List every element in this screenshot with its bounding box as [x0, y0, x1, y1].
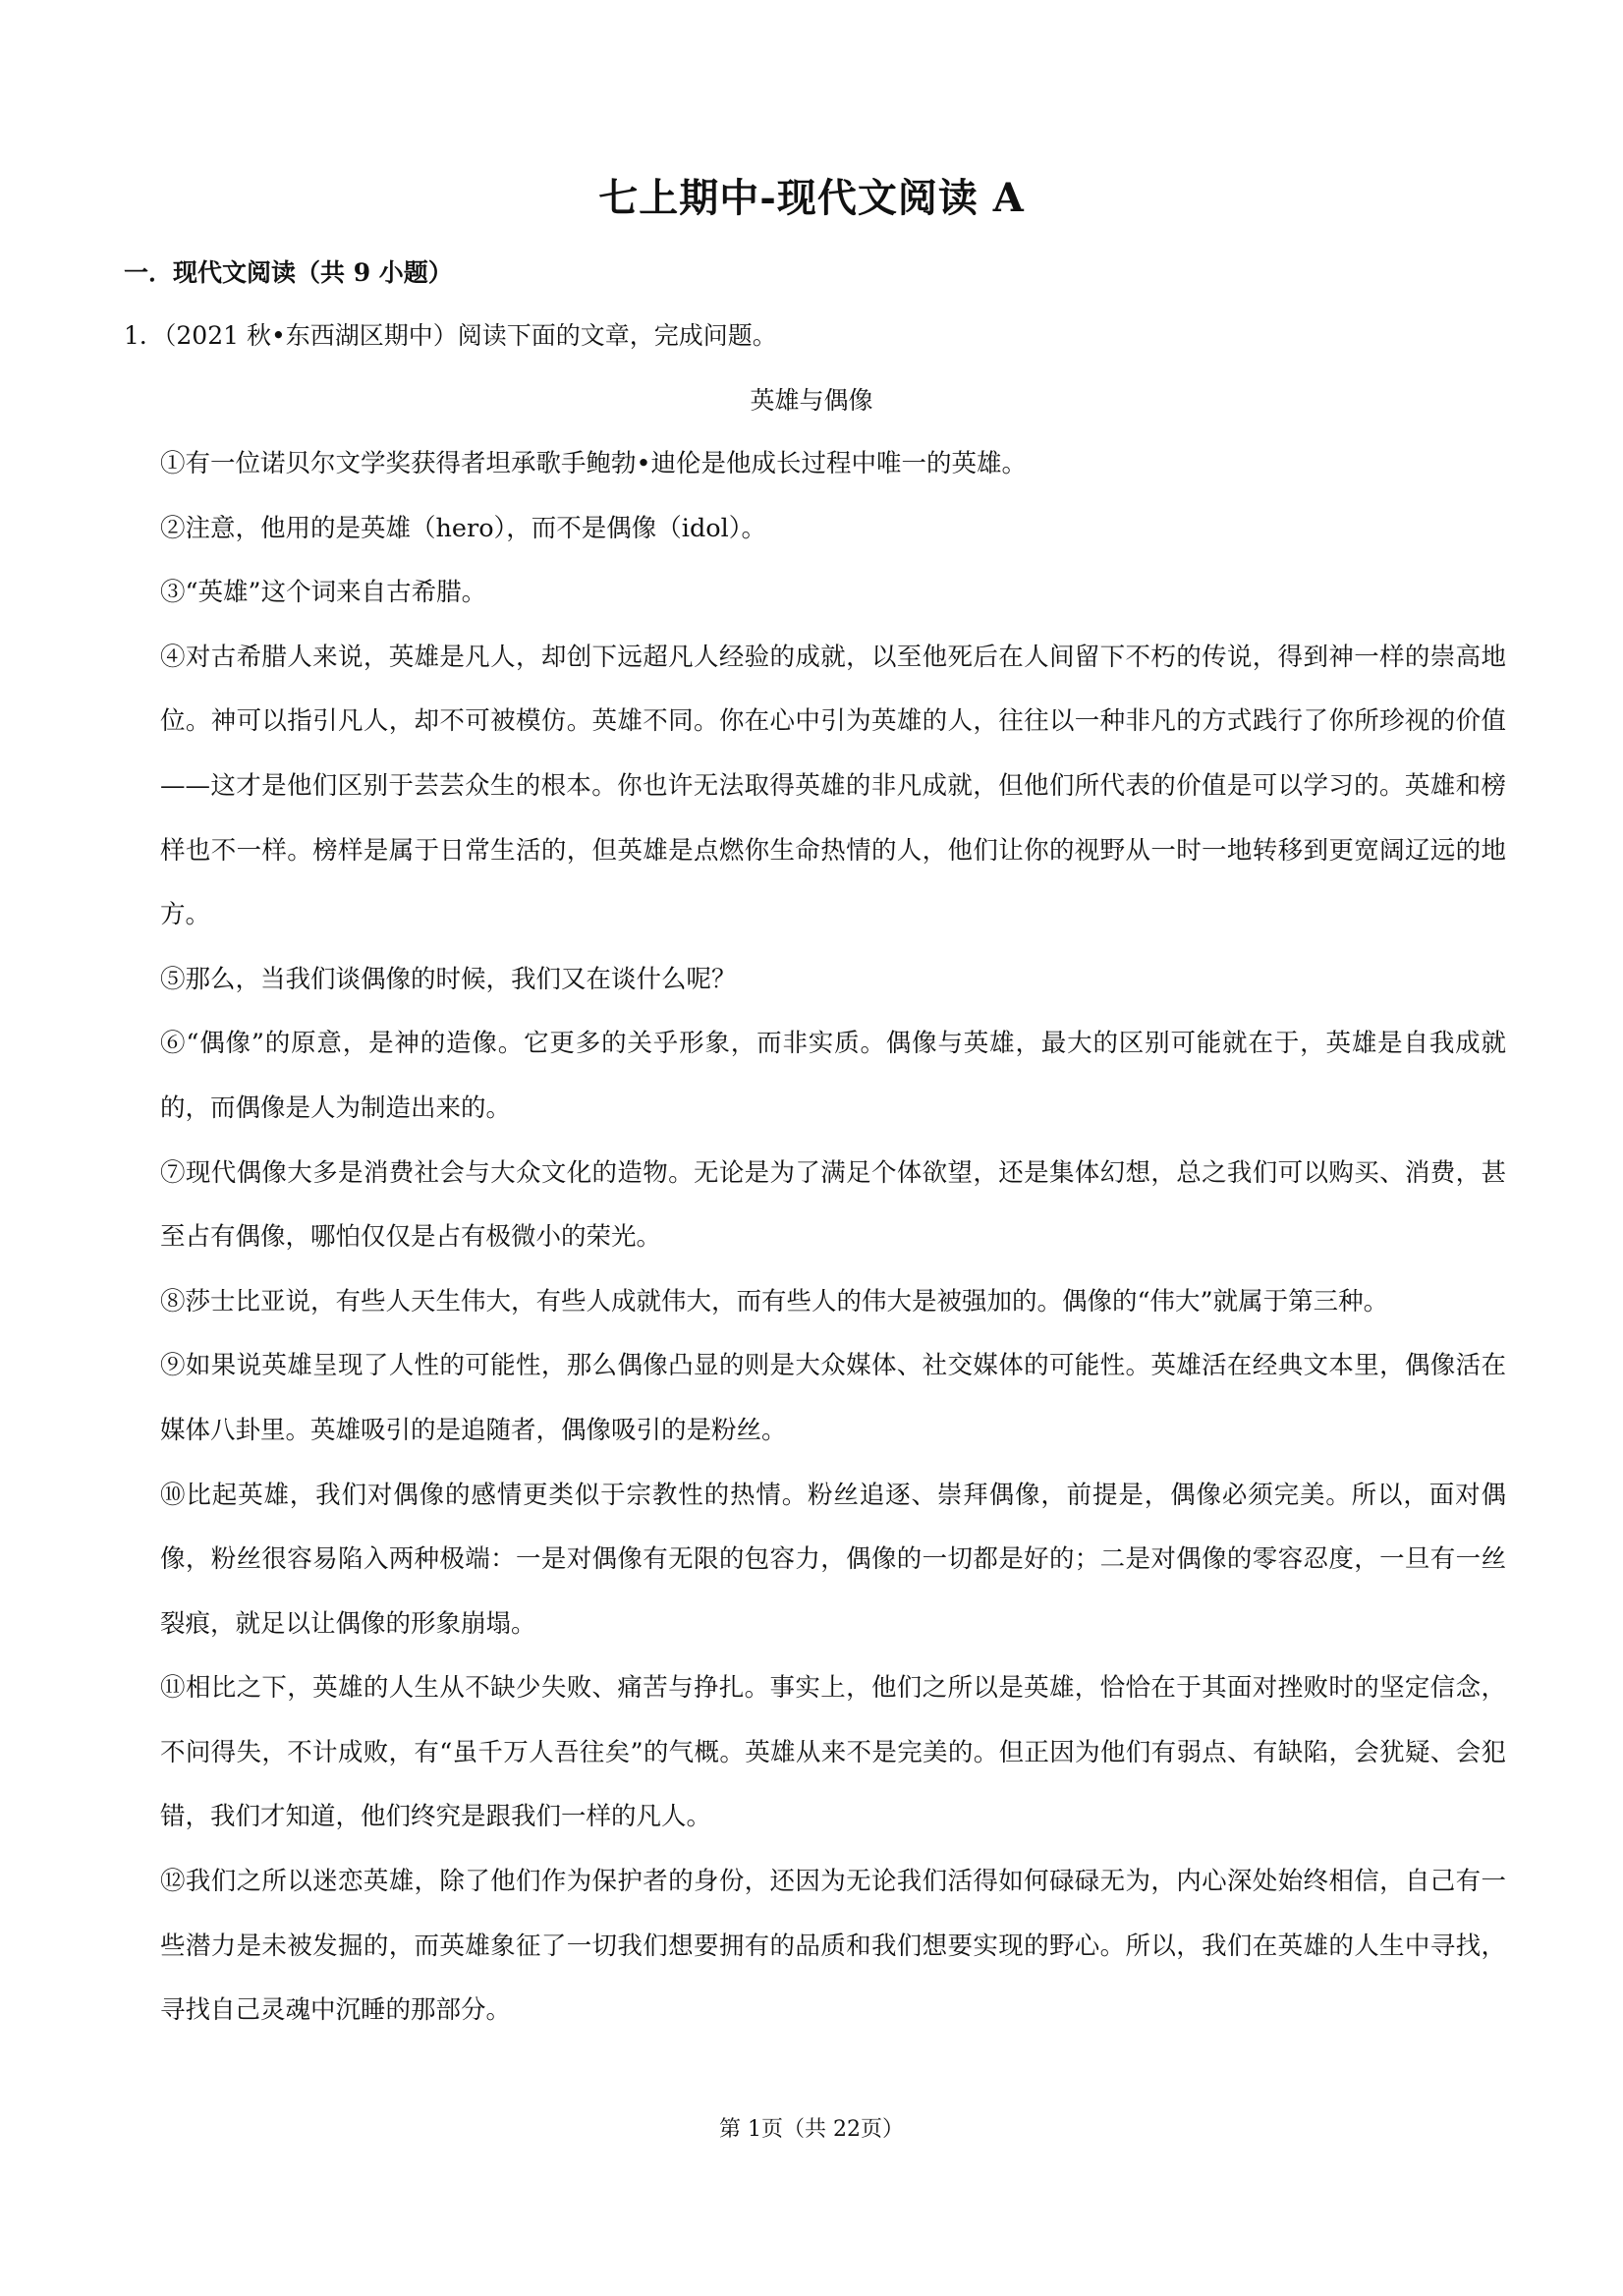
- paragraph-8: ⑧莎士比亚说，有些人天生伟大，有些人成就伟大，而有些人的伟大是被强加的。偶像的“伟大”就属于第三种。: [160, 1286, 1389, 1316]
- paragraph-2: ②注意，他用的是英雄（hero），而不是偶像（idol）。: [160, 513, 767, 543]
- section-heading: 一．现代文阅读（共 9 小题）: [124, 258, 453, 287]
- document-title: 七上期中-现代文阅读 A: [598, 175, 1025, 221]
- passage-title: 英雄与偶像: [750, 386, 873, 415]
- paragraph-12: ⑫我们之所以迷恋英雄，除了他们作为保护者的身份，还因为无论我们活得如何碌碌无为，内心深处始终相信，自己有一些潜力是未被发掘的，而英雄象征了一切我们想要拥有的品质和我们想要实现的野心。所以，我们在英雄的人生中寻找，寻找自己灵魂中沉睡的那部分。: [160, 1867, 1506, 2026]
- paragraph-11: ⑪相比之下，英雄的人生从不缺少失败、痛苦与挣扎。事实上，他们之所以是英雄，恰恰在于其面对挫败时的坚定信念，不问得失，不计成败，有“虽千万人吾往矣”的气概。英雄从来不是完美的。但正因为他们有弱点、有缺陷，会犹疑、会犯错，我们才知道，他们终究是跟我们一样的凡人。: [160, 1673, 1506, 1832]
- paragraph-3: ③“英雄”这个词来自古希腊。: [160, 578, 487, 608]
- paragraph-4: ④对古希腊人来说，英雄是凡人，却创下远超凡人经验的成就，以至他死后在人间留下不朽的传说，得到神一样的崇高地位。神可以指引凡人，却不可被模仿。英雄不同。你在心中引为英雄的人，往往以一种非凡的方式践行了你所珍视的价值——这才是他们区别于芸芸众生的根本。你也许无法取得英雄的非凡成就，但他们所代表的价值是可以学习的。英雄和榜样也不一样。榜样是属于日常生活的，但英雄是点燃你生命热情的人，他们让你的视野从一时一地转移到更宽阔辽远的地方。: [160, 642, 1506, 930]
- paragraph-1: ①有一位诺贝尔文学奖获得者坦承歌手鲍勃•迪伦是他成长过程中唯一的英雄。: [160, 449, 1028, 478]
- page-footer: 第 1页（共 22页）: [719, 2117, 904, 2142]
- paragraph-10: ⑩比起英雄，我们对偶像的感情更类似于宗教性的热情。粉丝追逐、崇拜偶像，前提是，偶像必须完美。所以，面对偶像，粉丝很容易陷入两种极端：一是对偶像有无限的包容力，偶像的一切都是好的；二是对偶像的零容忍度，一旦有一丝裂痕，就足以让偶像的形象崩塌。: [160, 1480, 1506, 1639]
- paragraph-7: ⑦现代偶像大多是消费社会与大众文化的造物。无论是为了满足个体欲望，还是集体幻想，总之我们可以购买、消费，甚至占有偶像，哪怕仅仅是占有极微小的荣光。: [160, 1157, 1506, 1253]
- paragraph-9: ⑨如果说英雄呈现了人性的可能性，那么偶像凸显的则是大众媒体、社交媒体的可能性。英雄活在经典文本里，偶像活在媒体八卦里。英雄吸引的是追随者，偶像吸引的是粉丝。: [160, 1351, 1506, 1445]
- question-intro: 1．（2021 秋•东西湖区期中）阅读下面的文章，完成问题。: [124, 321, 777, 350]
- paragraph-5: ⑤那么，当我们谈偶像的时候，我们又在谈什么呢？: [160, 964, 737, 994]
- passage-body: [160, 432, 1506, 2044]
- paragraph-6: ⑥“偶像”的原意，是神的造像。它更多的关乎形象，而非实质。偶像与英雄，最大的区别可能就在于，英雄是自我成就的，而偶像是人为制造出来的。: [160, 1029, 1506, 1123]
